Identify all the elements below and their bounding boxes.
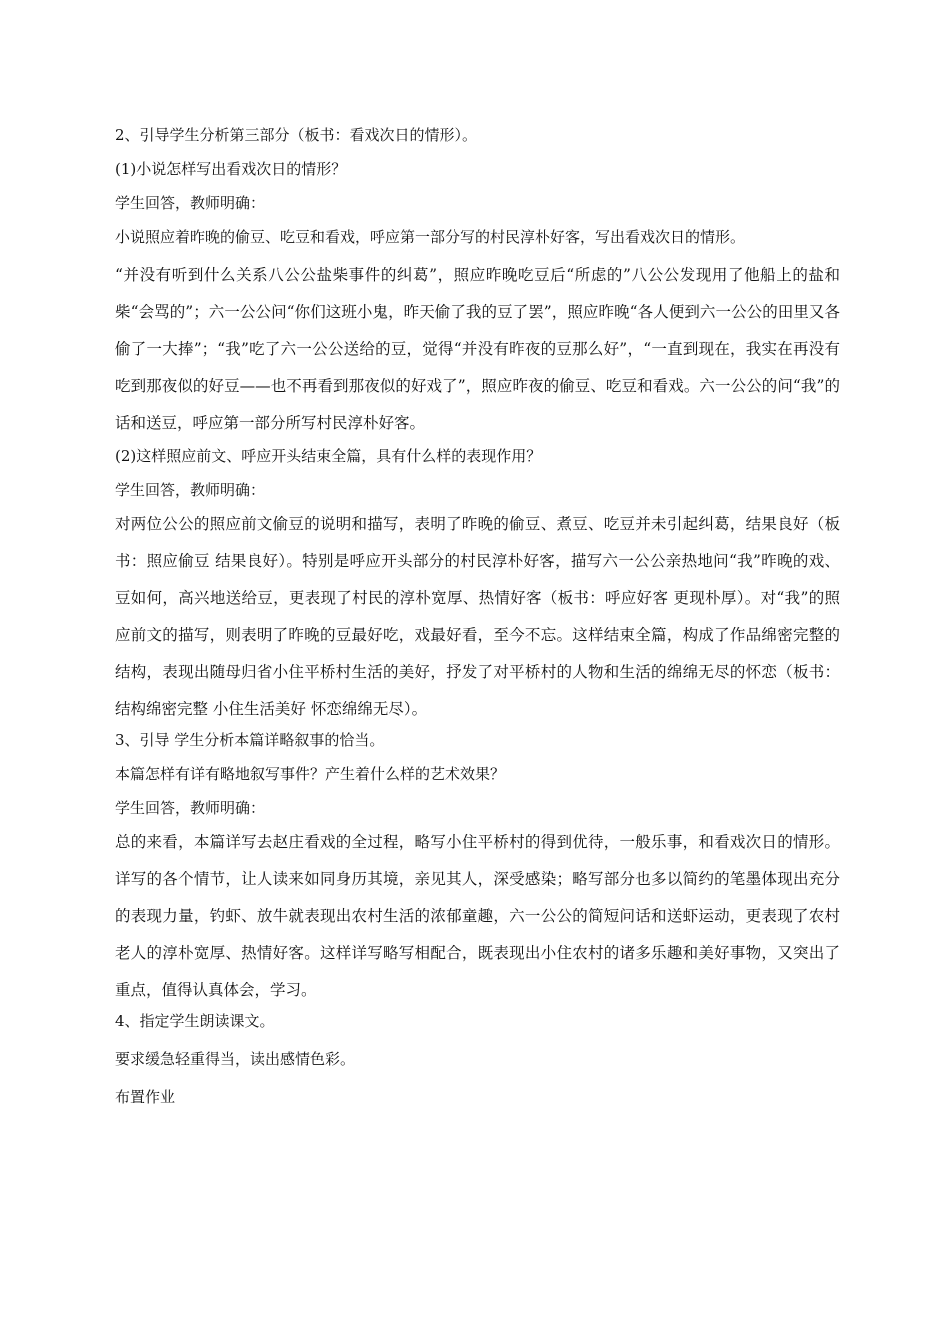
question-1: (1)小说怎样写出看戏次日的情形？ [115, 160, 347, 178]
homework-heading: 布置作业 [115, 1088, 176, 1106]
section-3-heading: 3、引导 学生分析本篇详略叙事的恰当。 [115, 731, 385, 749]
answer-1-paragraph-1: 小说照应着昨晚的偷豆、吃豆和看戏，呼应第一部分写的村民淳朴好客，写出看戏次日的情形。 [115, 228, 746, 246]
answer-label-1: 学生回答，教师明确： [115, 194, 266, 212]
answer-label-3: 学生回答，教师明确： [115, 799, 266, 817]
section-2-heading: 2、引导学生分析第三部分（板书：看戏次日的情形）。 [115, 126, 478, 144]
reading-requirement: 要求缓急轻重得当，读出感情色彩。 [115, 1050, 356, 1068]
question-2: (2)这样照应前文、呼应开头结束全篇，具有什么样的表现作用？ [115, 447, 542, 465]
question-3: 本篇怎样有详有略地叙写事件？产生着什么样的艺术效果？ [115, 765, 506, 783]
answer-3-paragraph: 总的来看，本篇详写去赵庄看戏的全过程，略写小住平桥村的得到优待，一般乐事，和看戏次日的情形。详写的各个情节，让人读来如同身历其境，亲见其人，深受感染；略写部分也多以简约的笔墨体现出充分的表现力量，钓虾、放牛就表现出农村生活的浓郁童趣，六一公公的简短问话和送虾运动，更表现了农村老人的淳朴宽厚、热情好客。这样详写略写相配合，既表现出小住农村的诸多乐趣和美好事物，又突出了重点，值得认真体会，学习。 [115, 833, 840, 999]
answer-2-paragraph: 对两位公公的照应前文偷豆的说明和描写，表明了昨晚的偷豆、煮豆、吃豆并未引起纠葛，结果良好（板书：照应偷豆 结果良好）。特别是呼应开头部分的村民淳朴好客，描写六一公公亲热地问“我”昨晚的戏、豆如何，高兴地送给豆，更表现了村民的淳朴宽厚、热情好客（板书：呼应好客 更现朴厚）。对“我”的照应前文的描写，则表明了昨晚的豆最好吃，戏最好看，至今不忘。这样结束全篇，构成了作品绵密完整的结构，表现出随母归省小住平桥村生活的美好，抒发了对平桥村的人物和生活的绵绵无尽的怀恋（板书：结构绵密完整 小住生活美好 怀恋绵绵无尽）。 [115, 515, 840, 718]
answer-1-paragraph-2: “并没有听到什么关系八公公盐柴事件的纠葛”，照应昨晚吃豆后“所虑的”八公公发现用了他船上的盐和柴“会骂的”；六一公公问“你们这班小鬼，昨天偷了我的豆了罢”，照应昨晚“各人便到六一公公的田里又各偷了一大捧”；“我”吃了六一公公送给的豆，觉得“并没有昨夜的豆那么好”，“一直到现在，我实在再没有吃到那夜似的好豆——也不再看到那夜似的好戏了”，照应昨夜的偷豆、吃豆和看戏。六一公公的问“我”的话和送豆，呼应第一部分所写村民淳朴好客。 [115, 266, 840, 432]
document-page [115, 125, 840, 1107]
answer-label-2: 学生回答，教师明确： [115, 481, 266, 499]
section-4-heading: 4、指定学生朗读课文。 [115, 1012, 275, 1030]
